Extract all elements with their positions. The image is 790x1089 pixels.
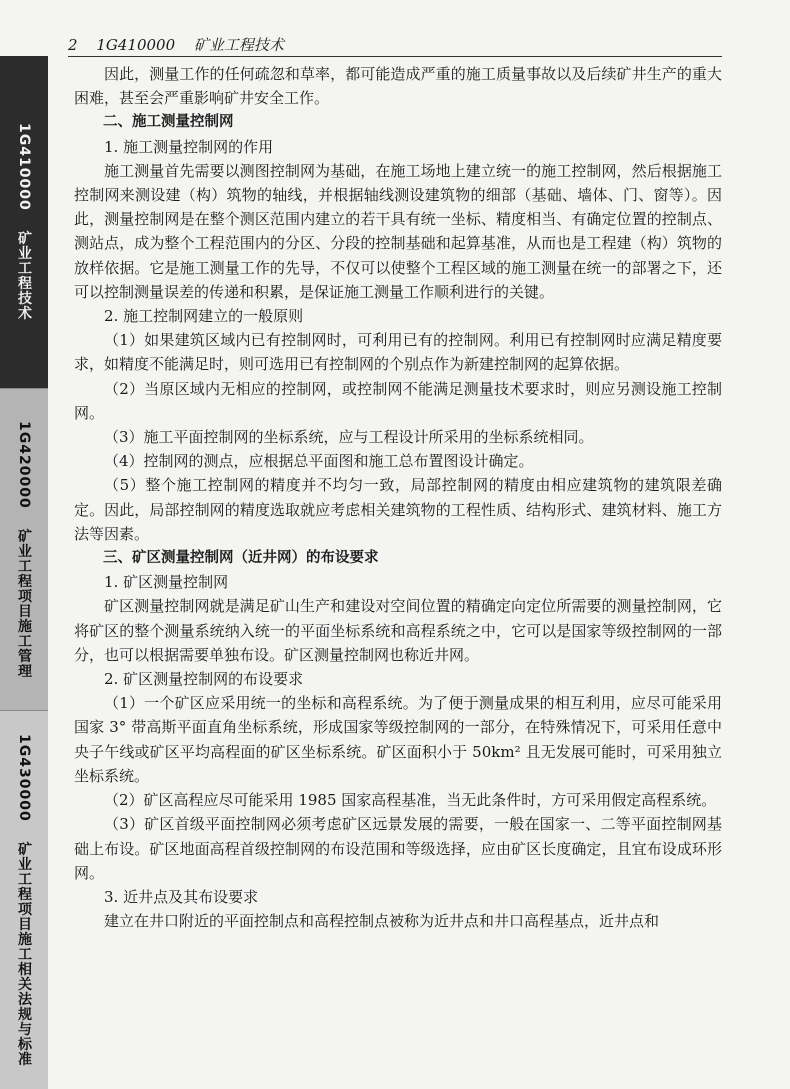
list-item: （1）如果建筑区域内已有控制网时，可利用已有的控制网。利用已有控制网时应满足精度要求，如精度不能满足时，则可选用已有控制网的个别点作为新建控制网的起算依据。 [74,331,722,374]
paragraph: 施工测量首先需要以测图控制网为基础，在施工场地上建立统一的施工控制网，然后根据施工控制网来测设建（构）筑物的轴线，并根据轴线测设建筑物的细部（基础、墙体、门、窗等）。因此，测量控制网是在整个测区范围内建立的若干具有统一坐标、精度相当、有确定位置的控制点、测站点，成为整个工程范围内的分区、分段的控制基础和起算基准，从而也是工程建（构）筑物的放样依据。它是施工测量工作的先导，不仅可以使整个工程区域的施工测量在统一的部署之下，还可以控制测量误差的传递和积累，是保证施工测量工作顺利进行的关键。 [74,161,722,301]
tab-code: 1G430000 [16,733,32,822]
list-item: （4）控制网的测点，应根据总平面图和施工总布置图设计确定。 [104,452,534,471]
paragraph: 因此，测量工作的任何疏忽和草率，都可能造成严重的施工质量事故以及后续矿井生产的重大困难，甚至会严重影响矿井安全工作。 [74,65,722,108]
subsection-heading: 2. 矿区测量控制网的布设要求 [104,670,304,689]
tab-code: 1G410000 [16,123,32,211]
paragraph: 矿区测量控制网就是满足矿山生产和建设对空间位置的精确定向定位所需要的测量控制网，它将矿区的整个测量系统纳入统一的平面坐标系统和高程系统之中，它可以是国家等级控制网的一部分，也可以根据需要单独布设。矿区测量控制网也称近井网。 [74,597,722,664]
tab-label: 矿业工程技术 [16,230,32,321]
list-item: （2）矿区高程应尽可能采用 1985 国家高程基准，当无此条件时，方可采用假定高程系统。 [104,791,717,810]
tab-code: 1G420000 [16,421,32,509]
tab-label: 矿业工程项目施工相关法规与标准 [16,841,32,1067]
section-tab-1g410000[interactable] [0,56,48,388]
list-item: （2）当原区域内无相应的控制网，或控制网不能满足测量技术要求时，则应另测设施工控制网。 [74,379,722,422]
list-item: （3）施工平面控制网的坐标系统，应与工程设计所采用的坐标系统相同。 [104,428,594,447]
page-number: 2 [68,36,78,54]
subsection-heading: 1. 施工测量控制网的作用 [104,137,274,156]
page-body [74,62,722,933]
section-sidebar [0,0,48,1088]
running-header [68,34,722,57]
subsection-heading: 2. 施工控制网建立的一般原则 [104,307,304,326]
section-tab-1g430000[interactable] [0,710,48,1089]
book-title: 矿业工程技术 [193,36,284,54]
section-tab-1g420000[interactable] [0,388,48,711]
subsection-heading: 1. 矿区测量控制网 [104,573,229,592]
section-heading: 二、施工测量控制网 [103,114,234,131]
list-item: （5）整个施工控制网的精度并不均匀一致，局部控制网的精度由相应建筑物的建筑限差确定。因此，局部控制网的精度选取就应考虑相关建筑物的工程性质、结构形式、建筑材料、施工方法等因素。 [74,476,722,543]
section-heading: 三、矿区测量控制网（近井网）的布设要求 [103,550,379,567]
tab-label: 矿业工程项目施工管理 [16,528,32,679]
paragraph: 建立在井口附近的平面控制点和高程控制点被称为近井点和井口高程基点，近井点和 [104,912,660,931]
book-code: 1G410000 [96,36,176,54]
subsection-heading: 3. 近井点及其布设要求 [104,887,259,906]
list-item: （3）矿区首级平面控制网必须考虑矿区远景发展的需要，一般在国家一、二等平面控制网基础上布设。矿区地面高程首级控制网的布设范围和等级选择，应由矿区长度确定，且宜布设成环形网。 [74,815,722,882]
list-item: （1）一个矿区应采用统一的坐标和高程系统。为了便于测量成果的相互利用，应尽可能采用国家 3° 带高斯平面直角坐标系统，形成国家等级控制网的一部分，在特殊情况下，可采用任意中央子午线或矿区平均高程面的矿区坐标系统。矿区面积小于 50km² 且无发展可能时，可采用独立坐标系统。 [74,694,722,785]
